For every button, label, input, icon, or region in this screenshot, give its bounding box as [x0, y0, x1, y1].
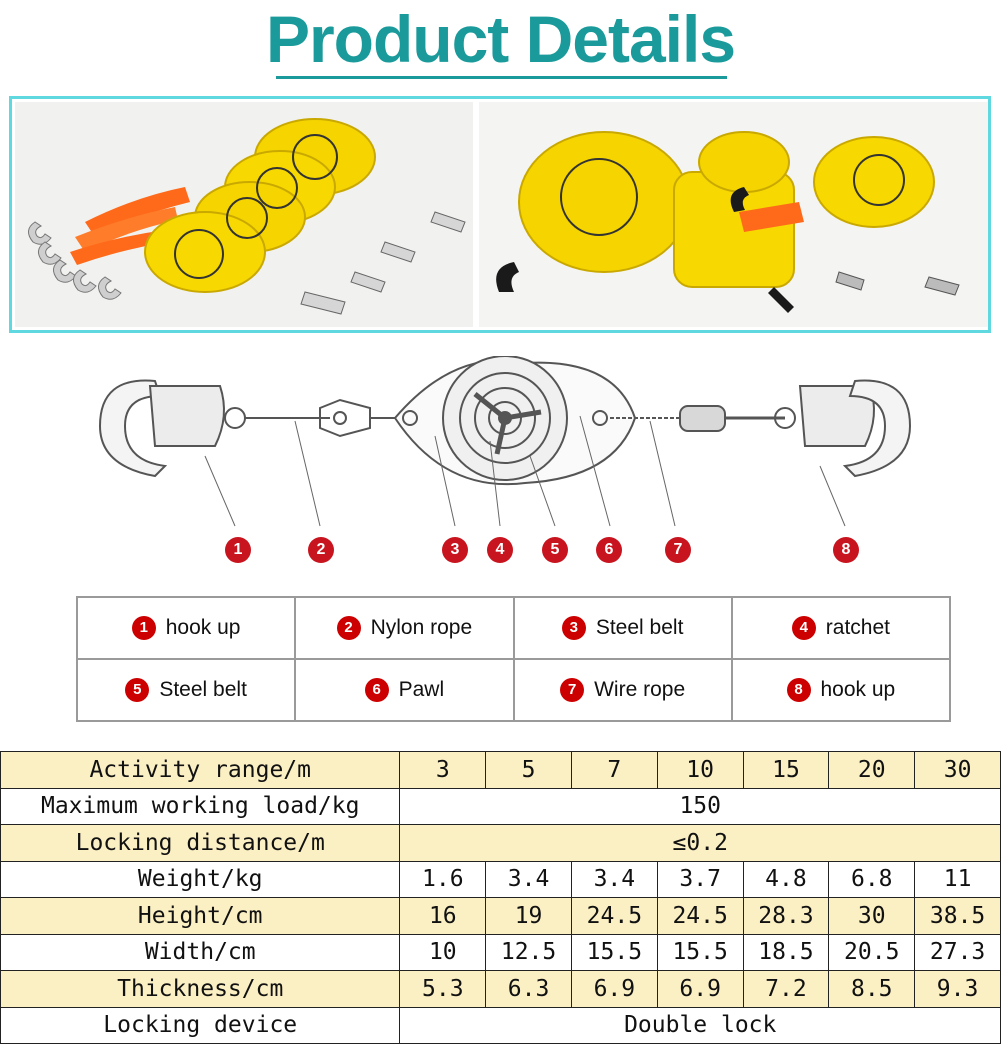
- spec-value: 1.6: [400, 861, 486, 898]
- spec-value: 3.4: [571, 861, 657, 898]
- spec-value: 38.5: [915, 898, 1001, 935]
- legend-number: 5: [125, 678, 149, 702]
- legend-label: ratchet: [825, 615, 890, 639]
- spec-table: [0, 751, 1001, 1044]
- spec-value: 5: [486, 752, 572, 789]
- spec-value: 3.4: [486, 861, 572, 898]
- spec-value: 30: [915, 752, 1001, 789]
- spec-value: 6.9: [657, 971, 743, 1008]
- legend-label: Steel belt: [159, 677, 247, 701]
- spec-value: 8.5: [829, 971, 915, 1008]
- spec-value: 9.3: [915, 971, 1001, 1008]
- legend-cell: [732, 659, 950, 721]
- spec-value: 10: [400, 934, 486, 971]
- spec-value: 27.3: [915, 934, 1001, 971]
- callout-marker: 5: [542, 537, 568, 563]
- spec-value: 4.8: [743, 861, 829, 898]
- spec-label: Locking distance/m: [1, 825, 400, 862]
- spec-value: 6.9: [571, 971, 657, 1008]
- spec-label: Width/cm: [1, 934, 400, 971]
- spec-value: 6.3: [486, 971, 572, 1008]
- callout-marker: 4: [487, 537, 513, 563]
- legend-number: 4: [792, 616, 816, 640]
- legend-label: Nylon rope: [370, 615, 473, 639]
- legend-number: 7: [560, 678, 584, 702]
- legend-label: hook up: [165, 615, 241, 639]
- spec-value: 30: [829, 898, 915, 935]
- spec-row-height: [1, 898, 1001, 935]
- spec-value: 7.2: [743, 971, 829, 1008]
- legend-row: [77, 597, 950, 659]
- spec-value: 15.5: [657, 934, 743, 971]
- legend-number: 1: [132, 616, 156, 640]
- product-photo-right: [479, 102, 988, 327]
- legend-cell: [295, 597, 513, 659]
- legend-row: [77, 659, 950, 721]
- spec-label: Locking device: [1, 1007, 400, 1044]
- callout-marker: 8: [833, 537, 859, 563]
- legend-cell: [295, 659, 513, 721]
- product-photo-left: [15, 102, 473, 327]
- spec-value: 24.5: [657, 898, 743, 935]
- legend-cell: [732, 597, 950, 659]
- spec-row-width: [1, 934, 1001, 971]
- spec-value: 20.5: [829, 934, 915, 971]
- spec-label: Height/cm: [1, 898, 400, 935]
- spec-value: 3.7: [657, 861, 743, 898]
- spec-row-locking-device: [1, 1007, 1001, 1044]
- spec-value: 150: [400, 788, 1001, 825]
- spec-value: 15: [743, 752, 829, 789]
- spec-row-thickness: [1, 971, 1001, 1008]
- spec-value: Double lock: [400, 1007, 1001, 1044]
- spec-value: 3: [400, 752, 486, 789]
- spec-value: 5.3: [400, 971, 486, 1008]
- spec-row-max-load: [1, 788, 1001, 825]
- spec-value: ≤0.2: [400, 825, 1001, 862]
- page-title-block: [0, 0, 1001, 78]
- legend-cell: [514, 659, 732, 721]
- legend-label: hook up: [820, 677, 896, 701]
- callout-marker: 3: [442, 537, 468, 563]
- spec-value: 12.5: [486, 934, 572, 971]
- legend-number: 2: [337, 616, 361, 640]
- page-title: Product Details: [265, 2, 736, 76]
- spec-value: 11: [915, 861, 1001, 898]
- spec-value: 20: [829, 752, 915, 789]
- legend-cell: [514, 597, 732, 659]
- spec-value: 6.8: [829, 861, 915, 898]
- legend-cell: [77, 659, 295, 721]
- spec-value: 18.5: [743, 934, 829, 971]
- spec-label: Thickness/cm: [1, 971, 400, 1008]
- legend-cell: [77, 597, 295, 659]
- spec-value: 24.5: [571, 898, 657, 935]
- callout-marker: 6: [596, 537, 622, 563]
- callout-marker: 2: [308, 537, 334, 563]
- title-underline: [276, 76, 727, 79]
- spec-row-weight: [1, 861, 1001, 898]
- legend-label: Pawl: [398, 677, 445, 701]
- spec-label: Maximum working load/kg: [1, 788, 400, 825]
- legend-number: 6: [365, 678, 389, 702]
- callout-marker: 7: [665, 537, 691, 563]
- legend-label: Wire rope: [594, 677, 686, 701]
- spec-value: 15.5: [571, 934, 657, 971]
- legend-number: 3: [562, 616, 586, 640]
- parts-legend-table: [76, 596, 951, 722]
- spec-value: 10: [657, 752, 743, 789]
- structure-diagram: [95, 356, 915, 576]
- spec-label: Activity range/m: [1, 752, 400, 789]
- spec-value: 19: [486, 898, 572, 935]
- legend-number: 8: [787, 678, 811, 702]
- spec-value: 7: [571, 752, 657, 789]
- product-photo-frame: [9, 96, 991, 333]
- spec-label: Weight/kg: [1, 861, 400, 898]
- spec-value: 28.3: [743, 898, 829, 935]
- callout-marker: 1: [225, 537, 251, 563]
- spec-value: 16: [400, 898, 486, 935]
- legend-label: Steel belt: [595, 615, 684, 639]
- spec-row-locking-distance: [1, 825, 1001, 862]
- spec-row-activity: [1, 752, 1001, 789]
